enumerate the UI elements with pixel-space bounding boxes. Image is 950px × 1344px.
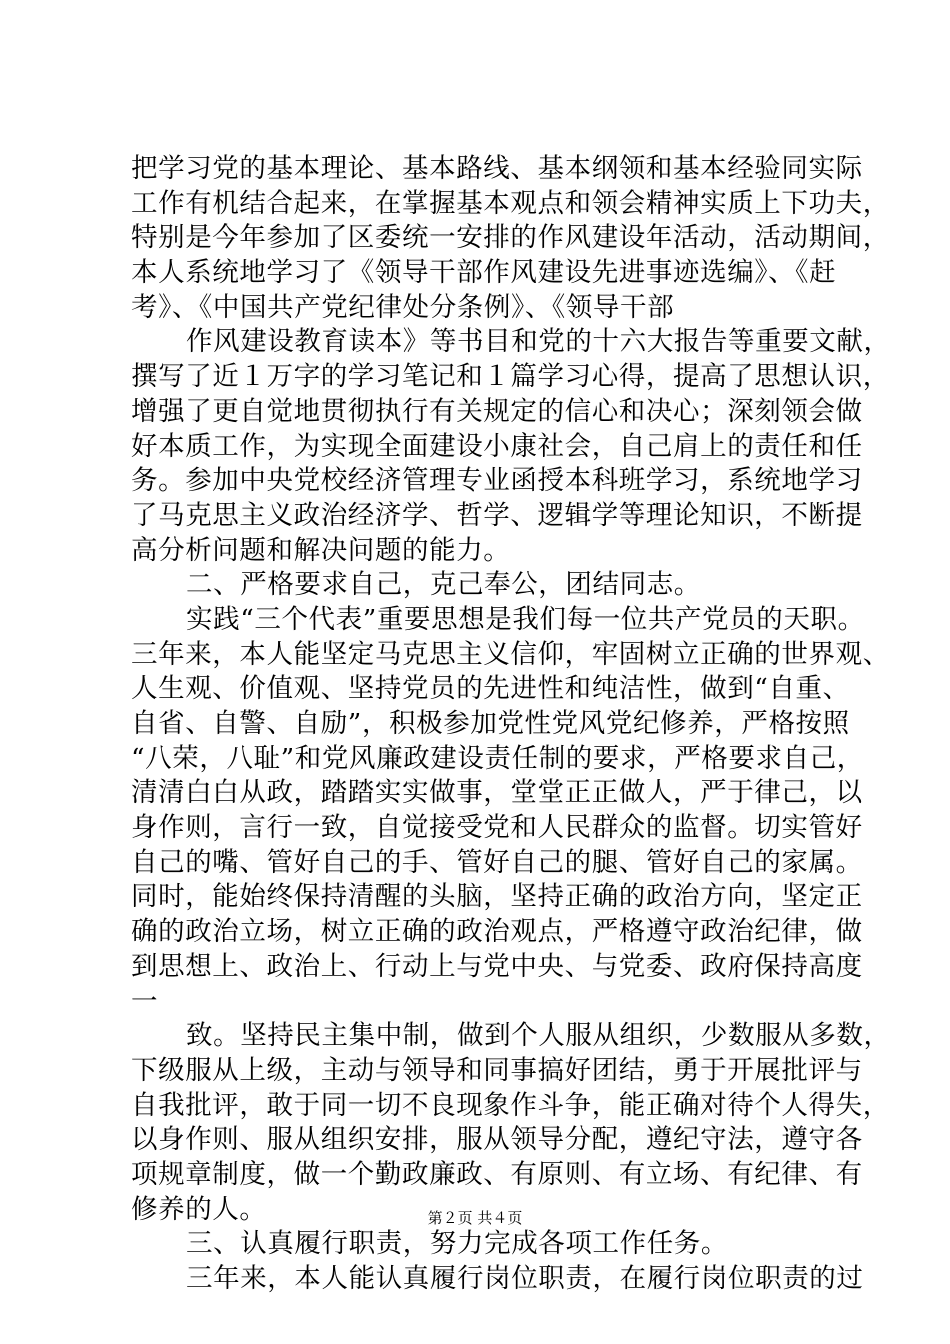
text-line: 工作有机结合起来，在掌握基本观点和领会精神实质上下功夫，	[131, 187, 890, 219]
text-line: 特别是今年参加了区委统一安排的作风建设年活动，活动期间，	[131, 222, 890, 254]
text-line: 到思想上、政治上、行动上与党中央、与党委、政府保持高度	[131, 950, 863, 982]
text-line: 作风建设教育读本》等书目和党的十六大报告等重要文献，	[186, 326, 891, 358]
text-line: 自我批评，敢于同一切不良现象作斗争，能正确对待个人得失，	[131, 1089, 890, 1121]
text-line: 三年来，本人能坚定马克思主义信仰，牢固树立正确的世界观、	[131, 638, 890, 670]
text-line: 高分析问题和解决问题的能力。	[131, 534, 511, 566]
text-line: 同时，能始终保持清醒的头脑，坚持正确的政治方向，坚定正	[131, 881, 863, 913]
text-line: 身作则，言行一致，自觉接受党和人民群众的监督。切实管好	[131, 812, 863, 844]
document-body	[131, 152, 891, 1297]
text-line: 本人系统地学习了《领导干部作风建设先进事迹选编》、《赶	[131, 257, 837, 289]
text-line: 修养的人。	[131, 1193, 267, 1225]
text-line: 实践“三个代表”重要思想是我们每一位共产党员的天职。	[186, 603, 865, 635]
text-line: 了马克思主义政治经济学、哲学、逻辑学等理论知识，不断提	[131, 499, 863, 531]
text-line: 人生观、价值观、坚持党员的先进性和纯洁性，做到“自重、	[131, 673, 850, 705]
text-line: 考》、《中国共产党纪律处分条例》、《领导干部	[131, 291, 675, 323]
text-line: 项规章制度，做一个勤政廉政、有原则、有立场、有纪律、有	[131, 1158, 863, 1190]
text-line: 增强了更自觉地贯彻执行有关规定的信心和决心；深刻领会做	[131, 395, 863, 427]
text-line: 三、认真履行职责，努力完成各项工作任务。	[186, 1228, 728, 1260]
text-line: 务。参加中央党校经济管理专业函授本科班学习，系统地学习	[131, 465, 863, 497]
text-line: 三年来，本人能认真履行岗位职责，在履行岗位职责的过	[186, 1263, 864, 1294]
text-line: 一	[131, 985, 159, 1017]
text-line: 以身作则、服从组织安排，服从领导分配，遵纪守法，遵守各	[131, 1124, 863, 1156]
text-line: 自己的嘴、管好自己的手、管好自己的腿、管好自己的家属。	[131, 846, 863, 878]
text-line: 撰写了近１万字的学习笔记和１篇学习心得，提高了思想认识，	[131, 361, 890, 393]
text-line: 确的政治立场，树立正确的政治观点，严格遵守政治纪律，做	[131, 916, 863, 948]
text-line: 自省、自警、自励”，积极参加党性党风党纪修养，严格按照	[131, 708, 850, 739]
page-footer: 第２页 共４页	[427, 1209, 523, 1227]
text-line: 好本质工作，为实现全面建设小康社会，自己肩上的责任和任	[131, 430, 863, 462]
text-line: 致。坚持民主集中制，做到个人服从组织，少数服从多数，	[186, 1020, 891, 1052]
text-line: “八荣，八耻”和党风廉政建设责任制的要求，严格要求自己，	[131, 742, 864, 774]
text-line: 清清白白从政，踏踏实实做事，堂堂正正做人，严于律己，以	[131, 777, 863, 809]
text-line: 二、严格要求自己，克己奉公，团结同志。	[186, 569, 701, 601]
text-line: 下级服从上级，主动与领导和同事搞好团结，勇于开展批评与	[131, 1054, 863, 1086]
text-line: 把学习党的基本理论、基本路线、基本纲领和基本经验同实际	[131, 153, 863, 184]
